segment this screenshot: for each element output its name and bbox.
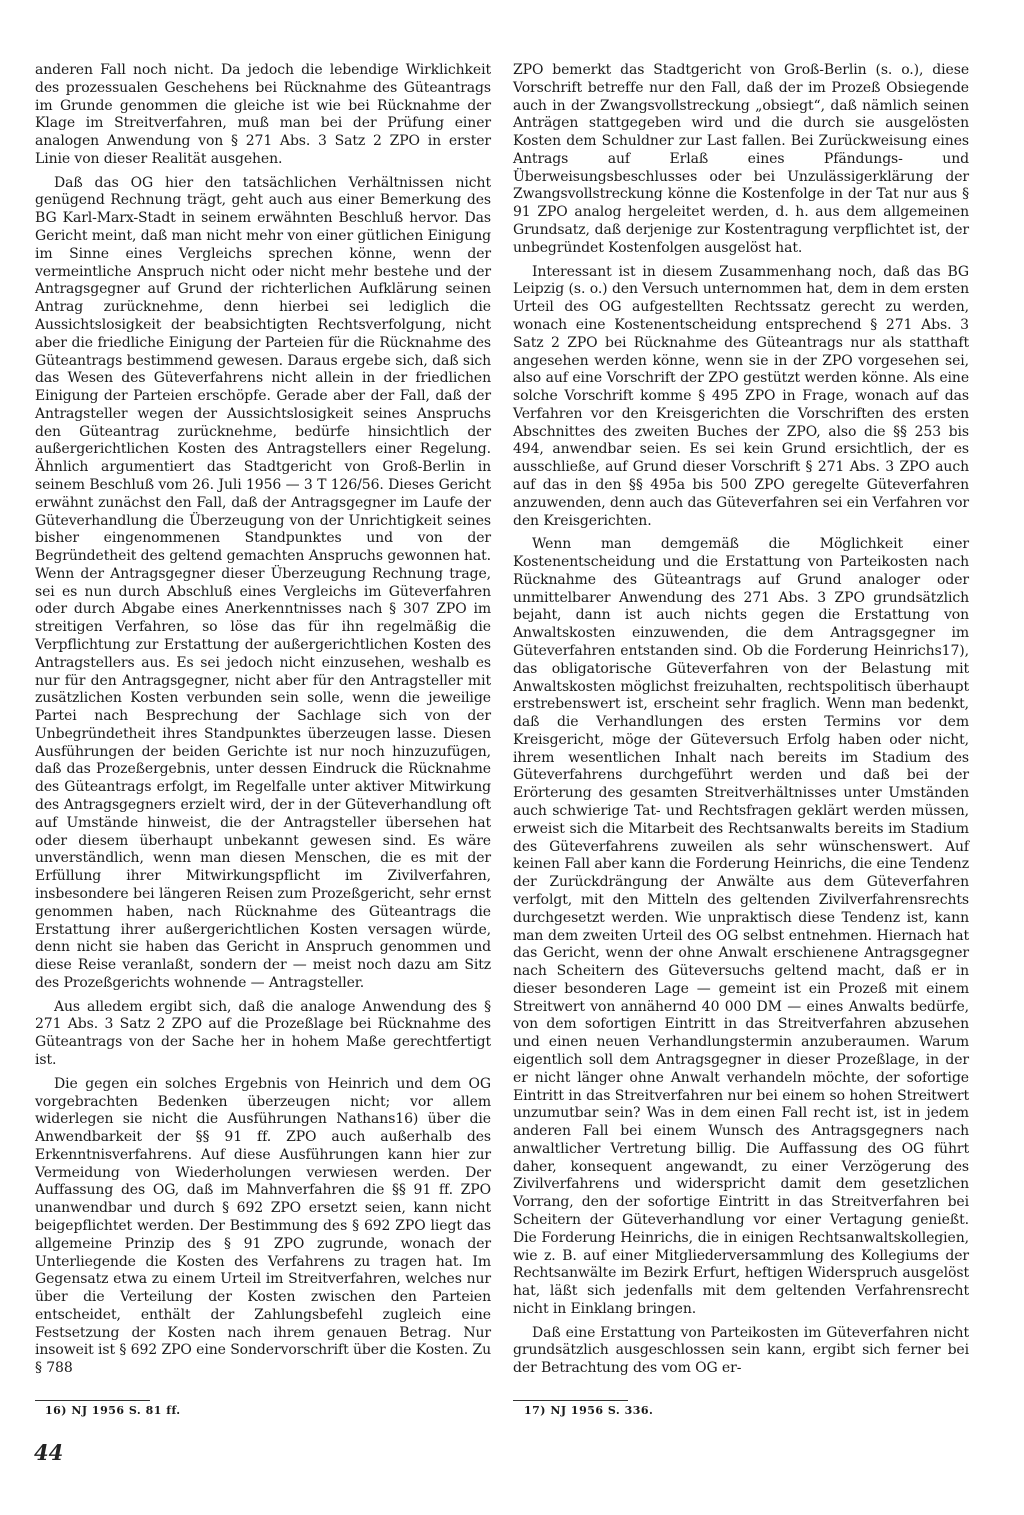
paragraph: Aus alledem ergibt sich, daß die analoge Anwendung des § 271 Abs. 3 Satz 2 ZPO auf die Prozeßlage bei Rücknahme des Güteantrags von der Sache her in hohem Maße gerechtfertigt ist. [35, 998, 491, 1068]
paragraph: anderen Fall noch nicht. Da jedoch die lebendige Wirklichkeit des prozessualen Geschehens bei Rücknahme des Güteantrags im Grunde genommen die gleiche ist wie bei Rücknahme der Klage im Streitverfahren, muß man bei der Prüfung einer analogen Anwendung von § 271 Abs. 3 Satz 2 ZPO in erster Linie von dieser Realität ausgehen. [35, 62, 491, 167]
page-number: 44 [34, 1440, 64, 1465]
footnote-divider [35, 1400, 150, 1401]
footnote: 17) NJ 1956 S. 336. [524, 1404, 654, 1417]
paragraph: Interessant ist in diesem Zusammenhang noch, daß das BG Leipzig (s. o.) den Versuch unternommen hat, dem in dem ersten Urteil des OG aufgestellten Rechtssatz gerecht zu werden, wonach eine Kostenentscheidung entsprechend § 271 Abs. 3 Satz 2 ZPO bei Rücknahme des Güteantrags nur als statthaft angesehen werden könne, wenn sie in der ZPO vorgesehen sei, also auf eine Vorschrift der ZPO gestützt werden könne. Als eine solche Vorschrift komme § 495 ZPO in Frage, wonach auf das Verfahren vor den Kreisgerichten die Vorschriften des ersten Abschnittes des zweiten Buches der ZPO, also die §§ 253 bis 494, anwendbar seien. Es sei kein Grund ersichtlich, der es ausschließe, auf Grund dieser Vorschrift § 271 Abs. 3 ZPO auch auf das in den §§ 495a bis 500 ZPO geregelte Güteverfahren anzuwenden, denn auch das Güteverfahren sei ein Verfahren vor den Kreisgerichten. [513, 263, 969, 529]
paragraph: Wenn man demgemäß die Möglichkeit einer Kostenentscheidung und die Erstattung von Parteikosten nach Rücknahme des Güteantrags auf Grund analoger oder unmittelbarer Anwendung des 271 Abs. 3 ZPO grundsätzlich bejaht, dann ist auch nichts gegen die Erstattung von Anwaltskosten einzuwenden, die dem Antragsgegner im Güteverfahren entstanden sind. Ob die Forderung Heinrichs17), das obligatorische Güteverfahren von der Belastung mit Anwaltskosten möglichst freizuhalten, rechtspolitisch überhaupt erstrebenswert ist, erscheint sehr fraglich. Wenn man bedenkt, daß die Verhandlungen des ersten Termins vor dem Kreisgericht, möge der Güteversuch Erfolg haben oder nicht, ihrem wesentlichen Inhalt nach bereits im Stadium des Güteverfahrens durchgeführt werden und daß bei der Erörterung des gesamten Streitverhältnisses unter Umständen auch schwierige Tat- und Rechtsfragen geklärt werden müssen, erweist sich die Mitarbeit des Rechtsanwalts bereits im Stadium des Güteverfahrens zuweilen als sehr wünschenswert. Auf keinen Fall aber kann die Forderung Heinrichs, die eine Tendenz der Zurückdrängung der Anwälte aus dem Güteverfahren verfolgt, mit den Mitteln des geltenden Zivilverfahrensrechts durchgesetzt werden. Wie unpraktisch diese Tendenz ist, kann man dem zweiten Urteil des OG selbst entnehmen. Hiernach hat das Gericht, wenn der ohne Anwalt erschienene Antragsgegner nach Scheitern des Güteversuchs geltend macht, daß er in dieser besonderen Lage — gemeint ist ein Prozeß mit einem Streitwert von annähernd 40 000 DM — eines Anwalts bedürfe, von dem sofortigen Eintritt in das Streitverfahren abzusehen und einen neuen Verhandlungstermin anzuberaumen. Warum eigentlich soll dem Antragsgegner in dieser Prozeßlage, in der er nicht länger ohne Anwalt verhandeln möchte, der sofortige Eintritt in das Streitverfahren nur bei einem so hohen Streitwert unzumutbar sein? Was in dem einen Fall recht ist, ist in jedem anderen Fall bei einem Wunsch des Antragsgegners nach anwaltlicher Vertretung billig. Die Auffassung des OG führt daher, konsequent angewandt, zu einer Verzögerung des Zivilverfahrens und widerspricht damit dem gesetzlichen Vorrang, den der sofortige Eintritt in das Streitverfahren bei Scheitern der Güteverhandlung vor einer Vertagung genießt. Die Forderung Heinrichs, die in einigen Rechtsanwaltskollegien, wie z. B. auf einer Mitgliederversammlung des Kollegiums der Rechtsanwälte im Bezirk Erfurt, heftigen Widerspruch ausgelöst hat, läßt sich jedenfalls mit dem geltenden Verfahrensrecht nicht in Einklang bringen. [513, 536, 969, 1317]
footnote-divider [513, 1400, 628, 1401]
right-text-column [513, 62, 969, 1384]
left-text-column [35, 62, 491, 1384]
paragraph: Die gegen ein solches Ergebnis von Heinrich und dem OG vorgebrachten Bedenken überzeugen nicht; vor allem widerlegen sie nicht die Ausführungen Nathans16) über die Anwendbarkeit der §§ 91 ff. ZPO auch außerhalb des Erkenntnisverfahrens. Auf diese Ausführungen kann hier zur Vermeidung von Wiederholungen verwiesen werden. Der Auffassung des OG, daß im Mahnverfahren die §§ 91 ff. ZPO unanwendbar und durch § 692 ZPO ersetzt seien, kann nicht beigepflichtet werden. Der Bestimmung des § 692 ZPO liegt das allgemeine Prinzip des § 91 ZPO zugrunde, wonach der Unterliegende die Kosten des Verfahrens zu tragen hat. Im Gegensatz etwa zu einem Urteil im Streitverfahren, welches nur über die Verteilung der Kosten zwischen den Parteien entscheidet, enthält der Zahlungsbefehl zugleich eine Festsetzung der Kosten nach ihrem genauen Betrag. Nur insoweit ist § 692 ZPO eine Sondervorschrift über die Kosten. Zu § 788 [35, 1075, 491, 1377]
paragraph: Daß das OG hier den tatsächlichen Verhältnissen nicht genügend Rechnung trägt, geht auch aus einer Bemerkung des BG Karl-Marx-Stadt in seinem erwähnten Beschluß hervor. Das Gericht meint, daß man nicht mehr von einer gütlichen Einigung im Sinne eines Vergleichs sprechen könne, wenn der vermeintliche Anspruch nicht oder nicht mehr bestehe und der Antragsgegner auf Grund der richterlichen Aufklärung seinen Antrag zurücknehme, denn hierbei sei lediglich die Aussichtslosigkeit der beabsichtigten Rechtsverfolgung, nicht aber die friedliche Einigung der Parteien für die Rücknahme des Güteantrags bestimmend gewesen. Daraus ergebe sich, daß sich das Wesen des Güteverfahrens nicht allein in der friedlichen Einigung der Parteien erschöpfe. Gerade aber der Fall, daß der Antragsteller wegen der Aussichtslosigkeit seines Anspruchs den Güteantrag zurücknehme, bedürfe hinsichtlich der außergerichtlichen Kosten des Antragstellers einer Regelung. Ähnlich argumentiert das Stadtgericht von Groß-Berlin in seinem Beschluß vom 26. Juli 1956 — 3 T 126/56. Dieses Gericht erwähnt zunächst den Fall, daß der Antragsgegner im Laufe der Güteverhandlung die Überzeugung von der Unrichtigkeit seines bisher eingenommenen Standpunktes und von der Begründetheit des geltend gemachten Anspruchs gewonnen hat. Wenn der Antragsgegner dieser Überzeugung Rechnung trage, sei es nun durch Abschluß eines Vergleichs im Güteverfahren oder durch Abgabe eines Anerkenntnisses nach § 307 ZPO im streitigen Verfahren, so löse das für ihn regelmäßig die Verpflichtung zur Erstattung der außergerichtlichen Kosten des Antragstellers aus. Es sei jedoch nicht einzusehen, weshalb es nur für den Antragsgegner, nicht aber für den Antragsteller mit zusätzlichen Kosten verbunden sein solle, wenn die jeweilige Partei nach Besprechung der Sachlage sich von der Unbegründetheit ihres Standpunktes überzeugen lasse. Diesen Ausführungen der beiden Gerichte ist nur noch hinzuzufügen, daß das Prozeßergebnis, unter dessen Eindruck die Rücknahme des Güteantrags erfolgt, im Regelfalle unter aktiver Mitwirkung des Antragsgegners erzielt wird, der in der Güteverhandlung oft auf Umstände hinweist, die der Antragsteller übersehen hat oder diesem überhaupt unbekannt gewesen sind. Es wäre unverständlich, wenn man diesen Menschen, die es mit der Erfüllung ihrer Mitwirkungspflicht im Zivilverfahren, insbesondere bei längeren Reisen zum Prozeßgericht, sehr ernst genommen haben, nach Rücknahme des Güteantrags die Erstattung ihrer außergerichtlichen Kosten versagen würde, denn nicht sie haben das Gericht in Anspruch genommen und diese Reise veranlaßt, sondern der — meist noch dazu am Sitz des Prozeßgerichts wohnende — Antragsteller. [35, 174, 491, 991]
paragraph: Daß eine Erstattung von Parteikosten im Güteverfahren nicht grundsätzlich ausgeschlossen sein kann, ergibt sich ferner bei der Betrachtung des vom OG er- [513, 1324, 969, 1377]
footnote: 16) NJ 1956 S. 81 ff. [45, 1404, 181, 1417]
paragraph: ZPO bemerkt das Stadtgericht von Groß-Berlin (s. o.), diese Vorschrift betreffe nur den Fall, daß der im Prozeß Obsiegende auch in der Zwangsvollstreckung „obsiegt“, daß nämlich seinen Anträgen stattgegeben wird und die durch sie ausgelösten Kosten dem Schuldner zur Last fallen. Bei Zurückweisung eines Antrags auf Erlaß eines Pfändungs- und Überweisungsbeschlusses oder bei Unzulässigerklärung der Zwangsvollstreckung könne die Kostenfolge in der Tat nur aus § 91 ZPO analog hergeleitet werden, d. h. aus dem allgemeinen Grundsatz, daß derjenige zur Kostentragung verpflichtet ist, der unbegründet Kostenfolgen ausgelöst hat. [513, 62, 969, 256]
